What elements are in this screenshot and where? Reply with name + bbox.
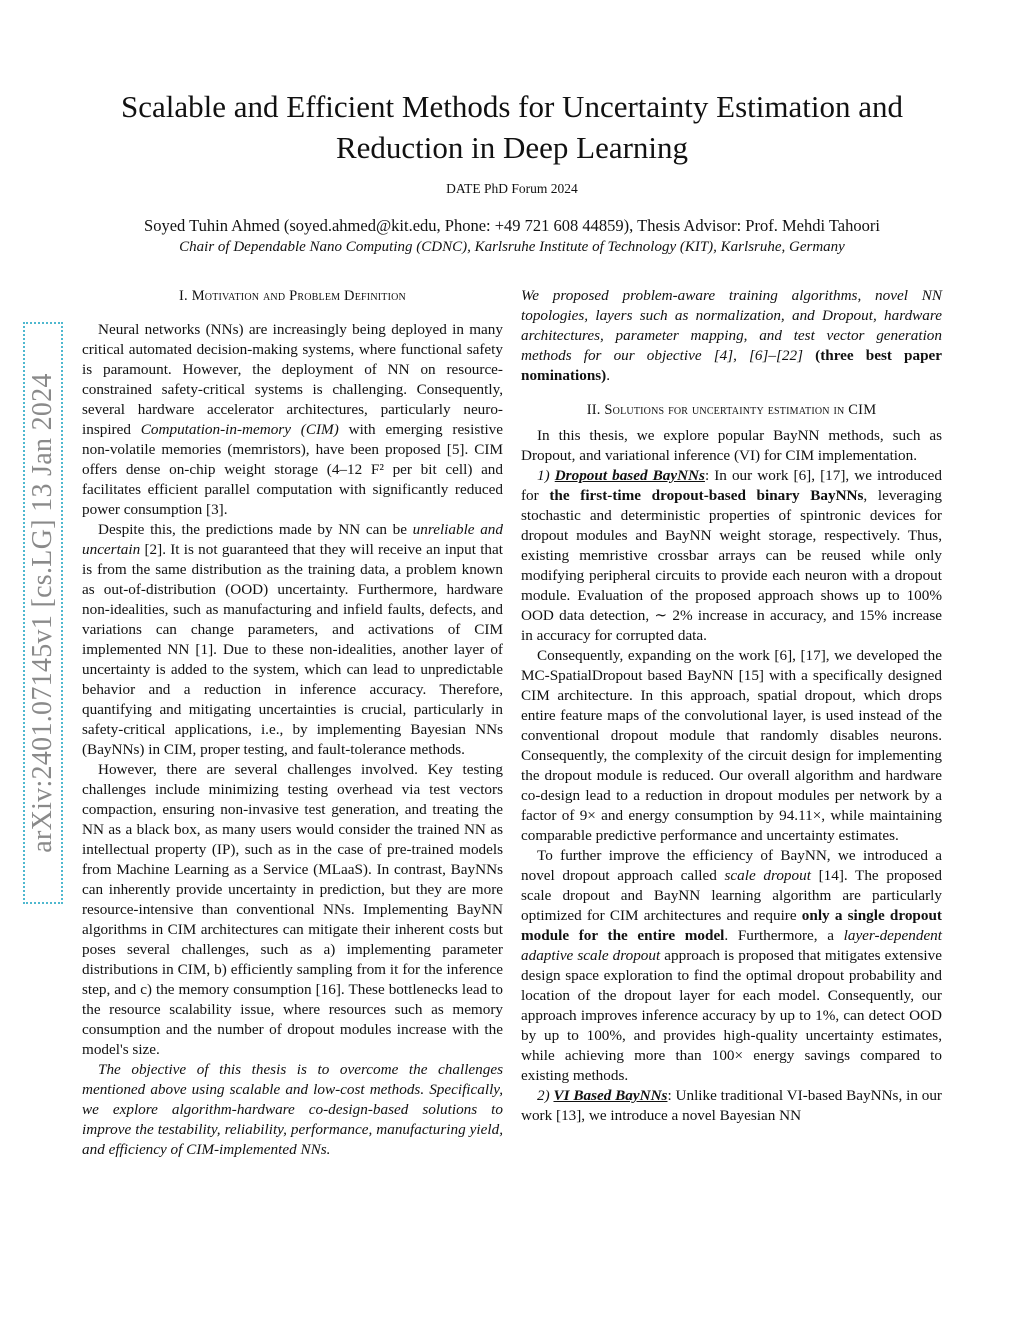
section-2-heading: II. Solutions for uncertainty estimation in CIM — [586, 402, 877, 418]
objective-continuation: We proposed problem-aware training algorithms, novel NN topologies, layers such as normalization, and Dropout, hardware architectures, parameter mapping, and test vector generation methods for our objective [4], [6]–[22] (three best paper nominations). — [521, 287, 942, 384]
conference-label: DATE PhD Forum 2024 — [446, 181, 578, 196]
s2-paragraph-5: 2) VI Based BayNNs: Unlike traditional VI-based BayNNs, in our work [13], we introduce a novel Bayesian NN — [521, 1087, 942, 1124]
section-1-heading: I. Motivation and Problem Definition — [179, 288, 406, 304]
s1-paragraph-1: Neural networks (NNs) are increasingly being deployed in many critical automated decision-making systems, where functional safety is paramount. However, the deployment of NN on resource-constrained safety-critical systems is challenging. Consequently, several hardware accelerator architectures, particularly neuro-inspired Computation-in-memory (CIM) with emerging resistive non-volatile memories (memristors), have been proposed [5]. CIM offers dense on-chip weight storage (4–12 F² per bit cell) and facilitates efficient parallel computation with significantly reduced power consumption [3]. — [82, 321, 503, 518]
arxiv-watermark[interactable] — [23, 322, 63, 904]
arxiv-id: arXiv:2401.07145v1 [cs.LG] 13 Jan 2024 — [27, 373, 58, 853]
right-column — [521, 286, 942, 1126]
s1-paragraph-2: Despite this, the predictions made by NN can be unreliable and uncertain [2]. It is not guaranteed that they will receive an input that is from the same distribution as the training data, a problem known as out-of-distribution (OOD) uncertainty. Furthermore, hardware non-idealities, such as manufacturing and infield faults, defects, and variations can change parameters, and activations of CIM implemented NN [1]. Due to these non-idealities, another layer of uncertainty is added to the system, which can lead to unpredictable behavior and a reduction in inference accuracy. Therefore, quantifying and mitigating uncertainties is crucial, particularly in safety-critical applications, i.e., by implementing Bayesian NNs (BayNNs) in CIM, proper testing, and fault-tolerance methods. — [82, 521, 503, 758]
s1-paragraph-3: However, there are several challenges involved. Key testing challenges include minimizing testing overhead via test vectors compaction, ensuring non-invasive test generation, and treating the NN as a black box, as many users would consider the trained NN as intellectual property (IP), such as in the case of pre-trained models from Machine Learning as a Service (MLaaS). In contrast, BayNNs can inherently provide uncertainty in prediction, but they are more resource-intensive than conventional NNs. Implementing BayNN algorithms in CIM architectures can mitigate their inherent costs but poses several challenges, such as a) implementing parameter distributions in CIM, b) efficiently sampling from it for the inference step, and c) the memory consumption [16]. These bottlenecks lead to the resource scalability issue, where resources such as memory consumption and the number of dropout modules increase with the model's size. — [82, 761, 503, 1058]
s2-paragraph-4: To further improve the efficiency of BayNN, we introduced a novel dropout approach called scale dropout [14]. The proposed scale dropout and BayNN learning algorithm are particularly optimized for CIM architectures and require only a single dropout module for the entire model. Furthermore, a layer-dependent adaptive scale dropout approach is proposed that mitigates extensive design space exploration to find the optimal dropout probability and location of the dropout layer for each model. Consequently, our approach improves inference accuracy by up to 1%, can detect OOD by up to 100%, and provides high-quality uncertainty estimates, while achieving more than 100× energy savings compared to existing methods. — [521, 847, 942, 1084]
authors-line: Soyed Tuhin Ahmed (soyed.ahmed@kit.edu, Phone: +49 721 608 44859), Thesis Advisor: Prof. Mehdi Tahoori — [144, 216, 880, 235]
affiliation-line: Chair of Dependable Nano Computing (CDNC), Karlsruhe Institute of Technology (KIT), Karlsruhe, Germany — [179, 239, 845, 255]
paper-title: Scalable and Efficient Methods for Uncertainty Estimation and Reduction in Deep Learning — [121, 89, 903, 165]
s2-paragraph-3: Consequently, expanding on the work [6], [17], we developed the MC-SpatialDropout based BayNN [15] with a specifically designed CIM architecture. In this approach, spatial dropout, which drops entire feature maps of the convolutional layer, is used instead of the conventional dropout module that randomly disables neurons. Consequently, the complexity of the circuit design for implementing the dropout module is reduced. Our overall algorithm and hardware co-design lead to a reduction in dropout modules per network by a factor of 9× and energy consumption by 94.11×, while maintaining comparable predictive performance and uncertainty estimates. — [521, 647, 942, 844]
left-column — [82, 286, 503, 1160]
s2-paragraph-2: 1) Dropout based BayNNs: In our work [6], [17], we introduced for the first-time dropout-based binary BayNNs, leveraging stochastic and deterministic properties of spintronic devices for dropout modules and BayNN weight storage, respectively. Thus, existing memristive crossbar arrays can be reused while only modifying peripheral circuits to provide each neuron with a dropout module. Evaluation of the proposed approach shows up to 100% OOD data detection, ∼ 2% increase in accuracy, and 15% increase in accuracy for corrupted data. — [521, 467, 942, 644]
s2-paragraph-1: In this thesis, we explore popular BayNN methods, such as Dropout, and variational inference (VI) for CIM implementation. — [521, 427, 942, 464]
s1-paragraph-4: The objective of this thesis is to overcome the challenges mentioned above using scalable and low-cost methods. Specifically, we explore algorithm-hardware co-design-based solutions to improve the testability, reliability, performance, manufacturing yield, and efficiency of CIM-implemented NNs. — [82, 1061, 503, 1158]
